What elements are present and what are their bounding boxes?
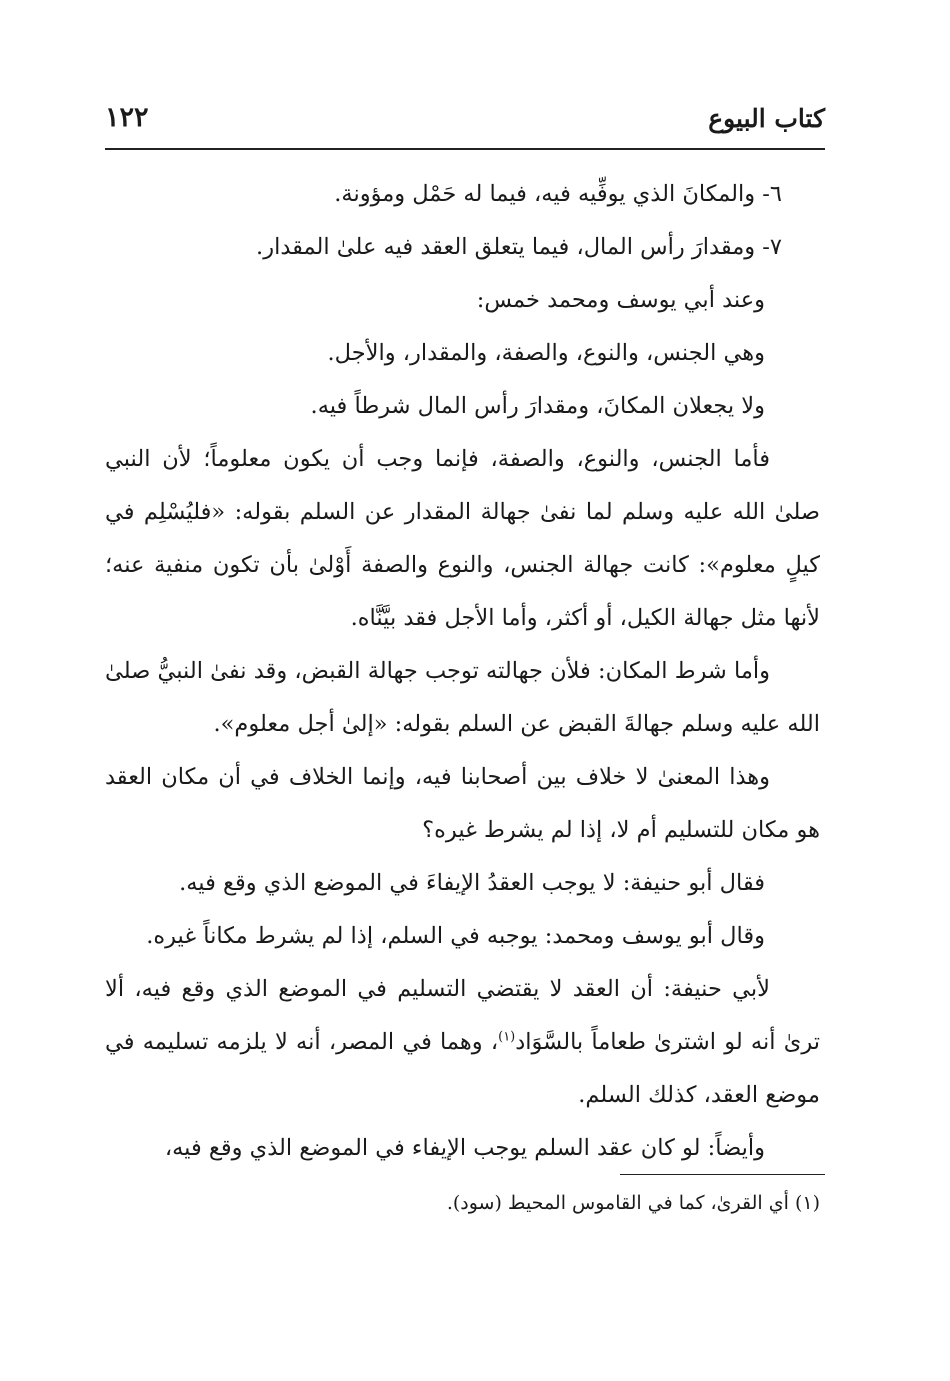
main-text xyxy=(105,168,820,1175)
paragraph-text: ، وهما في المصر، أنه لا يلزمه تسليمه في موضع العقد، كذلك السلم. xyxy=(105,1029,820,1108)
list-item-6: ٦- والمكانَ الذي يوفِّيه فيه، فيما له حَمْل ومؤونة. xyxy=(334,181,782,207)
paragraph xyxy=(105,963,820,1122)
paragraph-line: وعند أبي يوسف ومحمد خمس: xyxy=(476,287,765,313)
list-item-7: ٧- ومقدارَ رأس المال، فيما يتعلق العقد فيه علىٰ المقدار. xyxy=(256,234,782,260)
footnote-divider xyxy=(620,1174,825,1175)
paragraph-line: وأيضاً: لو كان عقد السلم يوجب الإيفاء في الموضع الذي وقع فيه، xyxy=(164,1135,765,1161)
paragraph-line: وهي الجنس، والنوع، والصفة، والمقدار، والأجل. xyxy=(327,340,765,366)
paragraph-line: فقال أبو حنيفة: لا يوجب العقدُ الإيفاءَ في الموضع الذي وقع فيه. xyxy=(179,870,765,896)
page-number: ١٢٢ xyxy=(105,102,149,133)
chapter-title: كتاب البيوع xyxy=(708,104,825,133)
paragraph: فأما الجنس، والنوع، والصفة، فإنما وجب أن يكون معلوماً؛ لأن النبي صلىٰ الله عليه وسلم لما نفىٰ جهالة المقدار عن السلم بقوله: «فليُسْلِم في كيلٍ معلوم»: كانت جهالة الجنس، والنوع والصفة أَوْلىٰ بأن تكون منفية عنه؛ لأنها مثل جهالة الكيل، أو أكثر، وأما الأجل فقد بيَّنَّاه. xyxy=(105,446,820,631)
paragraph: وهذا المعنىٰ لا خلاف بين أصحابنا فيه، وإنما الخلاف في أن مكان العقد هو مكان للتسليم أم لا، إذا لم يشرط غيره؟ xyxy=(105,764,820,843)
paragraph: وأما شرط المكان: فلأن جهالته توجب جهالة القبض، وقد نفىٰ النبيُّ صلىٰ الله عليه وسلم جهالةَ القبض عن السلم بقوله: «إلىٰ أجل معلوم». xyxy=(105,658,820,737)
running-header xyxy=(105,100,825,150)
paragraph-text: لأبي حنيفة: أن العقد لا يقتضي التسليم في الموضع الذي وقع فيه، ألا ترىٰ أنه لو اشترىٰ طعاماً بالسَّوَاد xyxy=(105,976,820,1055)
paragraph-line: ولا يجعلان المكانَ، ومقدارَ رأس المال شرطاً فيه. xyxy=(310,393,765,419)
footnote-reference[interactable]: (١) xyxy=(498,1029,516,1045)
header-divider xyxy=(105,148,825,150)
paragraph-line: وقال أبو يوسف ومحمد: يوجبه في السلم، إذا لم يشرط مكاناً غيره. xyxy=(146,923,765,949)
footnote: (١) أي القرىٰ، كما في القاموس المحيط (سود). xyxy=(446,1192,820,1214)
